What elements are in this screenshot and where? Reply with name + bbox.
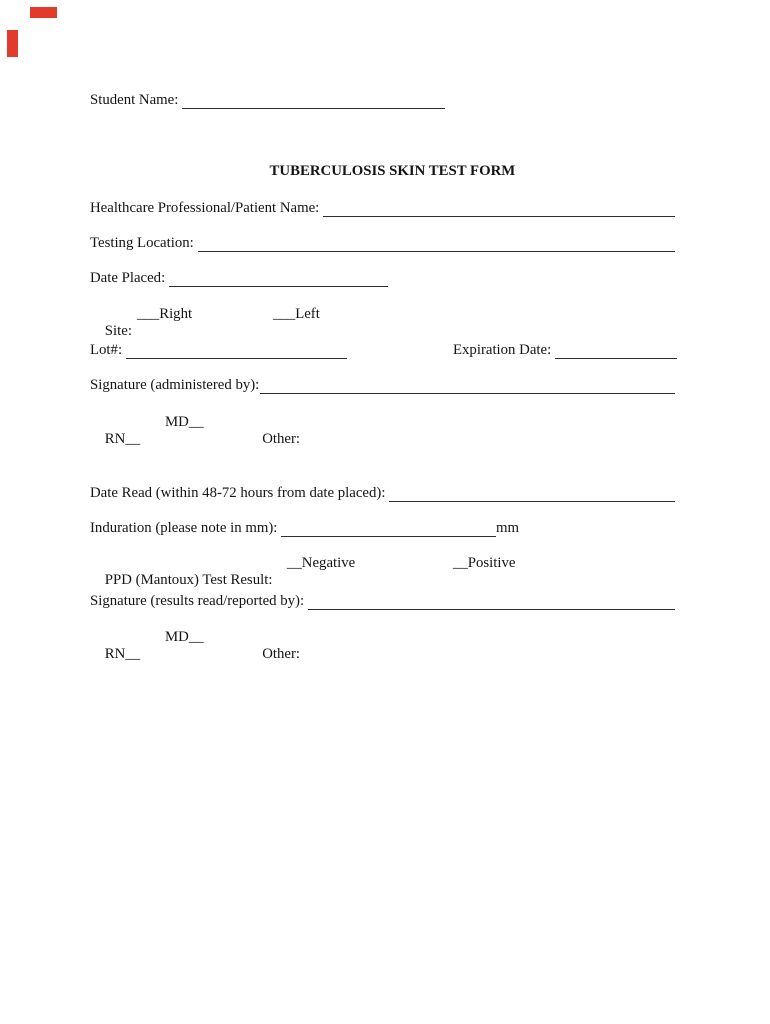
student-name-line[interactable] xyxy=(182,92,445,109)
healthcare-name-label: Healthcare Professional/Patient Name: xyxy=(90,200,320,216)
md-option-results[interactable]: MD__ xyxy=(165,629,204,645)
other-label-results: Other: xyxy=(262,646,301,662)
results-credentials-row xyxy=(90,629,430,662)
date-read-line[interactable] xyxy=(389,485,675,502)
date-placed-row xyxy=(90,270,388,287)
administered-credentials-row xyxy=(90,414,430,447)
signature-administered-row xyxy=(90,377,675,394)
fill-start-corner-mark-horizontal xyxy=(30,7,57,18)
site-left-option[interactable]: ___Left xyxy=(273,306,320,322)
site-row xyxy=(90,306,410,339)
ppd-result-row xyxy=(90,555,530,588)
student-name-label: Student Name: xyxy=(90,92,179,108)
expiration-date-line[interactable] xyxy=(555,342,677,359)
rn-option-administered[interactable]: RN__ xyxy=(104,431,141,447)
form-title xyxy=(0,144,770,179)
lot-number-line[interactable] xyxy=(126,342,347,359)
fill-start-corner-mark-vertical xyxy=(7,30,18,57)
positive-option[interactable]: __Positive xyxy=(453,555,516,571)
site-right-option[interactable]: ___Right xyxy=(137,306,193,322)
form-title-text: TUBERCULOSIS SKIN TEST FORM xyxy=(269,163,516,179)
other-label-administered: Other: xyxy=(262,431,301,447)
student-name-row xyxy=(90,92,445,109)
signature-results-label: Signature (results read/reported by): xyxy=(90,593,305,609)
signature-administered-label: Signature (administered by): xyxy=(90,377,260,393)
induration-label: Induration (please note in mm): xyxy=(90,520,278,536)
rn-option-results[interactable]: RN__ xyxy=(104,646,141,662)
signature-results-row xyxy=(90,593,675,610)
healthcare-name-line[interactable] xyxy=(323,200,675,217)
lot-number-row xyxy=(90,342,347,359)
healthcare-name-row xyxy=(90,200,675,217)
expiration-date-label: Expiration Date: xyxy=(453,342,552,358)
lot-number-label: Lot#: xyxy=(90,342,123,358)
date-read-label: Date Read (within 48-72 hours from date placed): xyxy=(90,485,386,501)
signature-results-line[interactable] xyxy=(308,593,675,610)
ppd-result-label: PPD (Mantoux) Test Result: xyxy=(104,572,273,588)
induration-unit-label: mm xyxy=(495,520,519,536)
date-read-row xyxy=(90,485,675,502)
testing-location-line[interactable] xyxy=(198,235,675,252)
testing-location-label: Testing Location: xyxy=(90,235,194,251)
date-placed-line[interactable] xyxy=(169,270,388,287)
testing-location-row xyxy=(90,235,675,252)
site-label: Site: xyxy=(104,323,132,339)
date-placed-label: Date Placed: xyxy=(90,270,166,286)
md-option-administered[interactable]: MD__ xyxy=(165,414,204,430)
negative-option[interactable]: __Negative xyxy=(287,555,356,571)
expiration-date-row xyxy=(453,342,677,359)
signature-administered-line[interactable] xyxy=(260,377,675,394)
induration-row xyxy=(90,520,519,537)
induration-line[interactable] xyxy=(281,520,496,537)
